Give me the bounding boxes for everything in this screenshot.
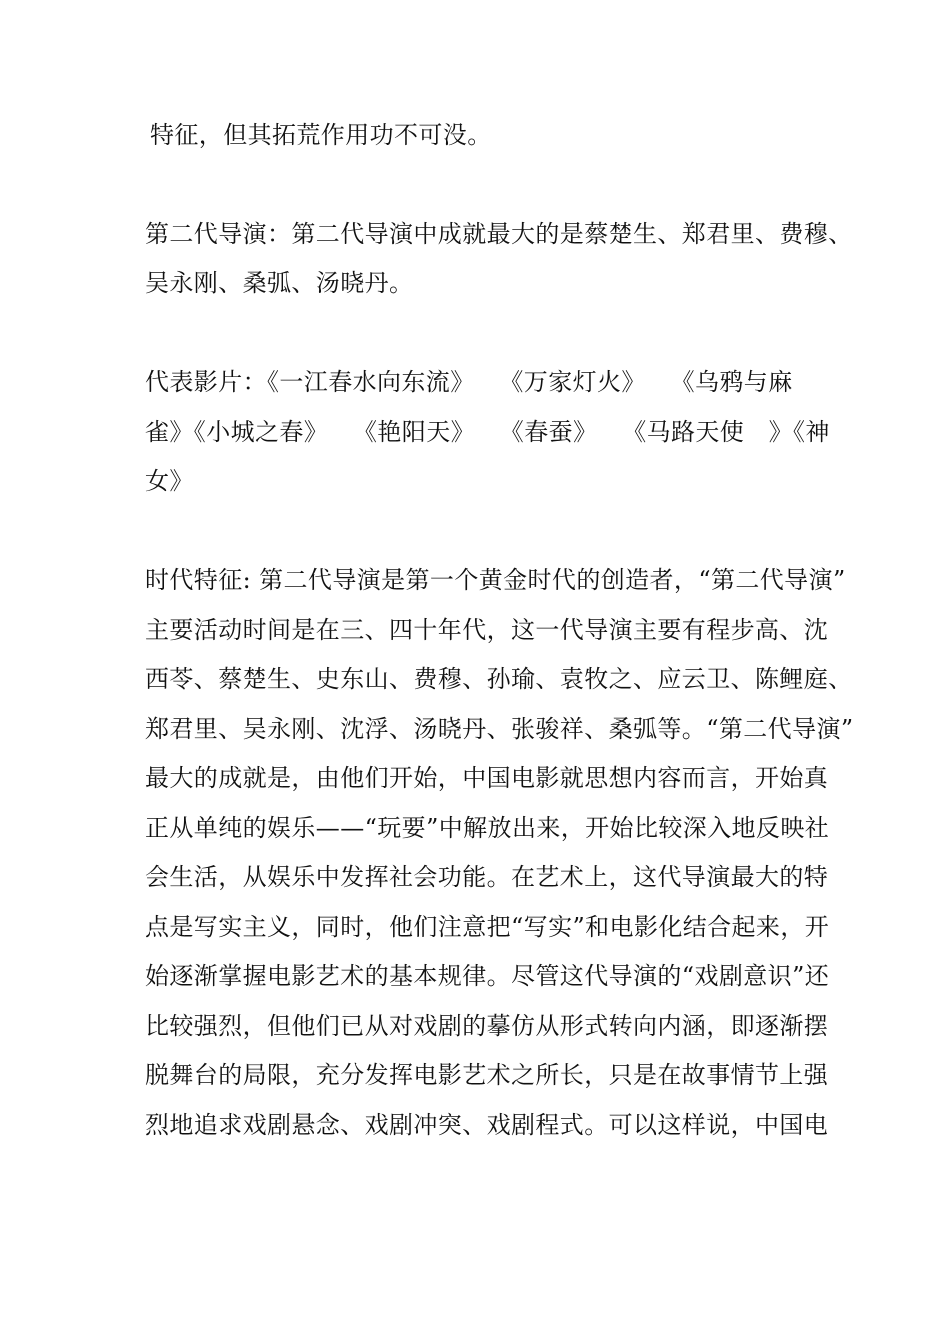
text-line: 会生活，从娱乐中发挥社会功能。在艺术上，这代导演最大的特 xyxy=(145,863,829,891)
text-line: 正从单纯的娱乐——“玩要”中解放出来，开始比较深入地反映社 xyxy=(145,814,830,842)
text-line: 代表影片：《一江春水向东流》 《万家灯火》 《乌鸦与麻 xyxy=(145,368,793,396)
text-line: 郑君里、吴永刚、沈浮、汤晓丹、张骏祥、桑弧等。“第二代导演” xyxy=(145,715,854,743)
text-line: 吴永刚、桑弧、汤晓丹。 xyxy=(145,269,414,297)
text-line: 最大的成就是，由他们开始，中国电影就思想内容而言，开始真 xyxy=(145,764,829,792)
text-line: 雀》《小城之春》 《艳阳天》 《春蚕》 《马路天使 》《神 xyxy=(145,418,830,446)
text-line: 烈地追求戏剧悬念、戏剧冲突、戏剧程式。可以这样说，中国电 xyxy=(145,1111,829,1139)
text-line: 脱舞台的局限，充分发挥电影艺术之所长，只是在故事情节上强 xyxy=(145,1061,829,1089)
text-line: 主要活动时间是在三、四十年代，这一代导演主要有程步高、沈 xyxy=(145,616,829,644)
text-line: 第二代导演：第二代导演中成就最大的是蔡楚生、郑君里、费穆、 xyxy=(145,220,853,248)
text-line: 特征，但其拓荒作用功不可没。 xyxy=(150,121,492,149)
text-line: 始逐渐掌握电影艺术的基本规律。尽管这代导演的“戏剧意识”还 xyxy=(145,962,830,990)
text-line: 点是写实主义，同时，他们注意把“写实”和电影化结合起来，开 xyxy=(145,913,830,941)
text-line: 时代特征: 第二代导演是第一个黄金时代的创造者，“第二代导演” xyxy=(145,566,846,594)
text-line: 女》 xyxy=(145,467,194,495)
text-line: 西苓、蔡楚生、史东山、费穆、孙瑜、袁牧之、应云卫、陈鲤庭、 xyxy=(145,665,853,693)
text-line: 比较强烈，但他们已从对戏剧的摹仿从形式转向内涵，即逐渐摆 xyxy=(145,1012,829,1040)
